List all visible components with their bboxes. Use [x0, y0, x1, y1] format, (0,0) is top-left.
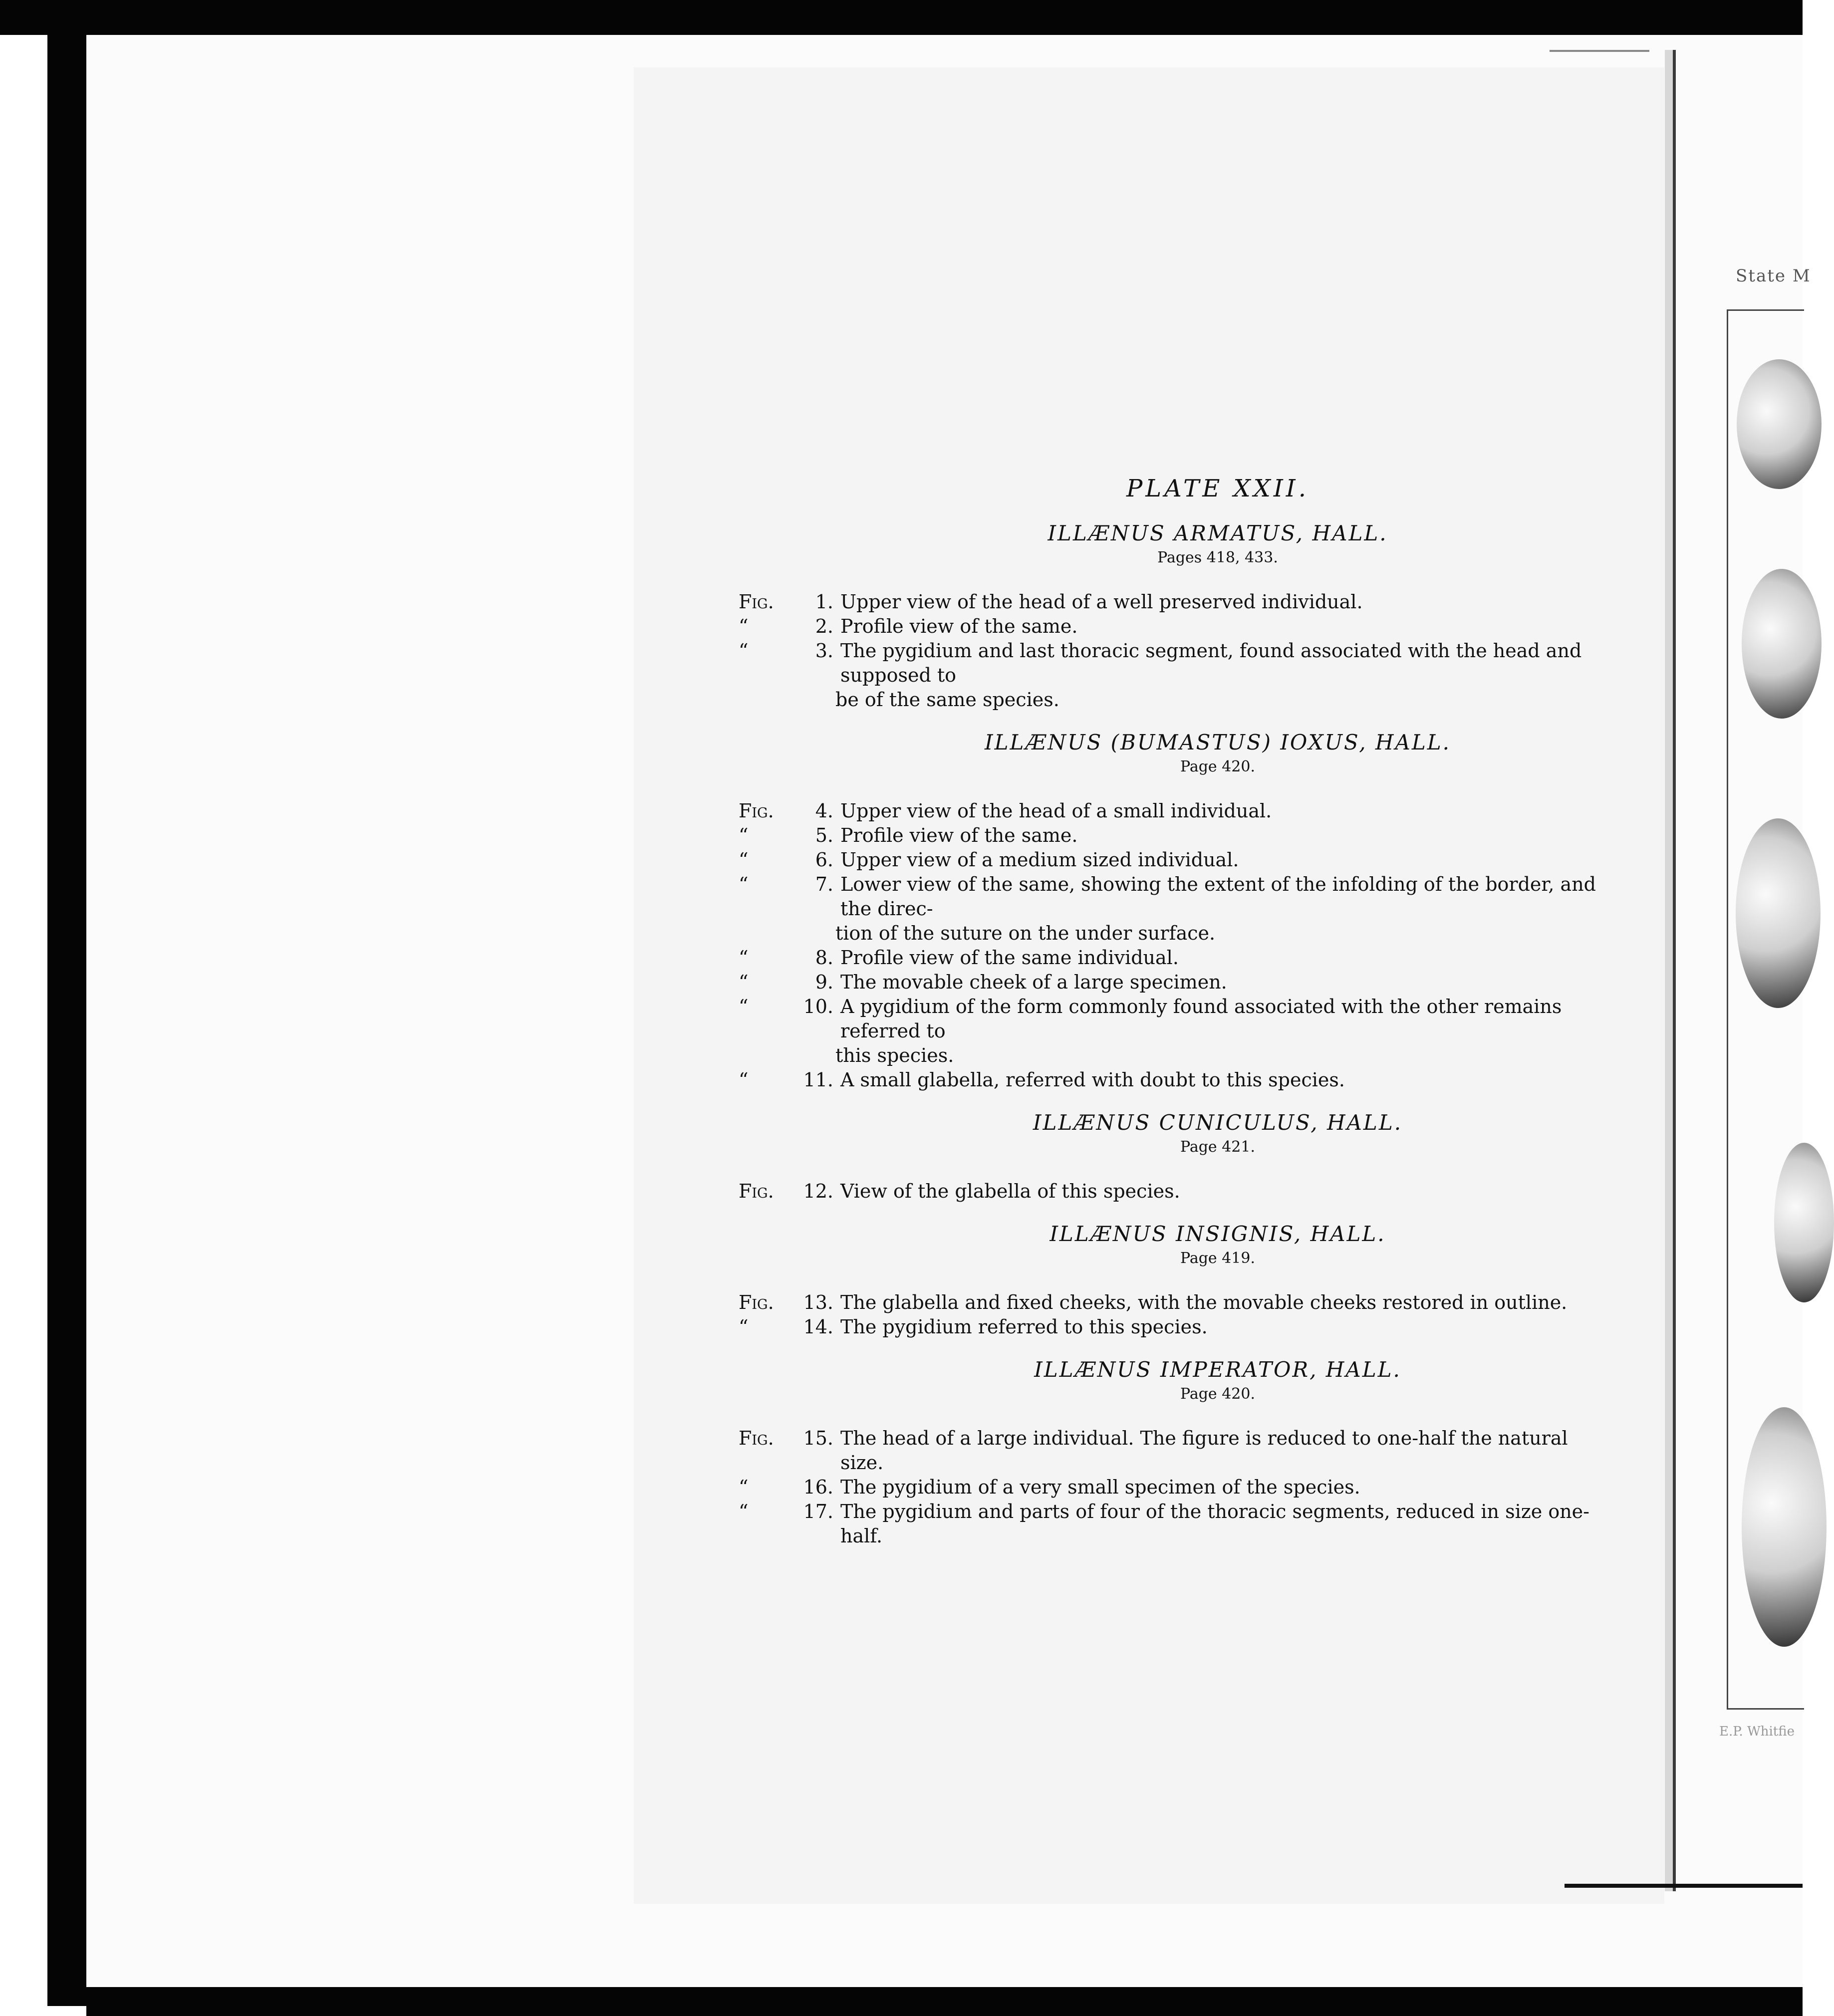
figure-entry [739, 946, 1597, 970]
plate-explanation [739, 477, 1597, 1566]
adjacent-page-header: State M [1736, 266, 1811, 286]
figure-description: Lower view of the same, showing the extent of the infolding of the border, and the direc- [840, 873, 1596, 920]
figure-number: 1. [815, 591, 833, 613]
figure-number: 11. [803, 1069, 833, 1091]
figure-number: 8. [815, 947, 833, 969]
figure-number: 13. [803, 1291, 833, 1313]
figure-entry [739, 799, 1597, 823]
fossil-illustration [1742, 569, 1822, 719]
plate-title: PLATE XXII. [1126, 475, 1310, 503]
figure-list [739, 1290, 1597, 1339]
figure-entry [739, 1315, 1597, 1339]
page-reference: Page 420. [1180, 758, 1255, 775]
figure-entry [739, 1475, 1597, 1500]
figure-prefix: Fig. [739, 1291, 774, 1313]
figure-number: 17. [803, 1501, 833, 1522]
figure-entry [739, 872, 1597, 921]
figure-description: The movable cheek of a large specimen. [840, 971, 1227, 993]
figure-number: 3. [815, 640, 833, 662]
figure-description: Profile view of the same. [840, 615, 1078, 637]
figure-description: The head of a large individual. The figure is reduced to one-half the natural size. [840, 1427, 1568, 1474]
figure-entry [739, 823, 1597, 848]
figure-description: The pygidium of a very small specimen of the species. [840, 1476, 1360, 1498]
fossil-illustration [1742, 1407, 1827, 1647]
figure-prefix: “ [739, 1069, 749, 1091]
figure-number: 6. [815, 849, 833, 871]
figure-entry [739, 1426, 1597, 1475]
species-sections [739, 521, 1597, 1548]
figure-description: The pygidium referred to this species. [840, 1316, 1208, 1338]
figure-description: View of the glabella of this species. [840, 1180, 1180, 1202]
figure-number: 5. [815, 824, 833, 846]
figure-prefix: Fig. [739, 591, 774, 613]
scan-border-bottom [86, 1987, 1803, 2016]
figure-number: 14. [803, 1316, 833, 1338]
figure-prefix: “ [739, 996, 749, 1017]
figure-entry [739, 1068, 1597, 1092]
figure-prefix: “ [739, 971, 749, 993]
figure-prefix: “ [739, 947, 749, 969]
scan-margin-left [0, 35, 47, 2006]
figure-description: A pygidium of the form commonly found associated with the other remains referred to [840, 996, 1562, 1042]
page-fold-line [1673, 50, 1676, 1891]
figure-entry [739, 639, 1597, 688]
figure-entry [739, 590, 1597, 614]
scan-border-top [0, 0, 1803, 35]
figure-entry [739, 614, 1597, 639]
figure-prefix: “ [739, 849, 749, 871]
species-heading: ILLÆNUS CUNICULUS, HALL. [1033, 1110, 1403, 1135]
figure-number: 16. [803, 1476, 833, 1498]
figure-description: Upper view of the head of a small individual. [840, 800, 1272, 822]
figure-list [739, 799, 1597, 1092]
figure-entry [739, 1290, 1597, 1315]
figure-entry [739, 970, 1597, 995]
figure-description: The pygidium and parts of four of the thoracic segments, reduced in size one-half. [840, 1501, 1589, 1547]
figure-number: 15. [803, 1427, 833, 1449]
figure-description: Profile view of the same. [840, 824, 1078, 846]
scan-border-left [47, 35, 86, 2006]
fold-shadow [1665, 50, 1673, 1891]
figure-number: 7. [815, 873, 833, 895]
figure-description: A small glabella, referred with doubt to this species. [840, 1069, 1345, 1091]
figure-description: The glabella and fixed cheeks, with the movable cheeks restored in outline. [840, 1291, 1568, 1313]
page-reference: Pages 418, 433. [1157, 549, 1278, 566]
figure-list [739, 1426, 1597, 1548]
species-heading: ILLÆNUS INSIGNIS, HALL. [1049, 1222, 1386, 1246]
figure-prefix: “ [739, 873, 749, 895]
figure-description-continued: be of the same species. [835, 689, 1059, 711]
figure-entry [739, 848, 1597, 872]
figure-number: 12. [803, 1180, 833, 1202]
figure-prefix: Fig. [739, 1427, 774, 1449]
species-heading: ILLÆNUS (BUMASTUS) IOXUS, HALL. [984, 730, 1451, 755]
fossil-illustration [1737, 359, 1822, 489]
page-reference: Page 419. [1180, 1250, 1255, 1267]
fossil-illustration [1774, 1143, 1834, 1302]
figure-description: The pygidium and last thoracic segment, found associated with the head and supposed to [840, 640, 1582, 686]
figure-prefix: “ [739, 1316, 749, 1338]
figure-prefix: Fig. [739, 1180, 774, 1202]
bottom-rule [1565, 1884, 1803, 1888]
species-heading: ILLÆNUS ARMATUS, HALL. [1048, 521, 1388, 545]
figure-list [739, 1179, 1597, 1204]
species-heading: ILLÆNUS IMPERATOR, HALL. [1034, 1357, 1401, 1382]
figure-number: 2. [815, 615, 833, 637]
figure-prefix: “ [739, 615, 749, 637]
figure-list [739, 590, 1597, 712]
figure-prefix: “ [739, 824, 749, 846]
figure-entry [739, 995, 1597, 1043]
figure-description: Upper view of a medium sized individual. [840, 849, 1239, 871]
figure-entry [739, 1179, 1597, 1204]
figure-description: Upper view of the head of a well preserved individual. [840, 591, 1363, 613]
figure-entry [739, 1500, 1597, 1548]
top-rule [1550, 50, 1649, 52]
figure-description-continued: tion of the suture on the under surface. [835, 922, 1216, 944]
figure-prefix: “ [739, 1501, 749, 1522]
page-reference: Page 420. [1180, 1385, 1255, 1403]
figure-prefix: “ [739, 1476, 749, 1498]
figure-number: 10. [803, 996, 833, 1017]
figure-description: Profile view of the same individual. [840, 947, 1179, 969]
adjacent-page-footer: E.P. Whitfie [1719, 1724, 1795, 1739]
figure-description-continued: this species. [835, 1044, 954, 1066]
figure-number: 4. [815, 800, 833, 822]
page-reference: Page 421. [1180, 1138, 1255, 1156]
fossil-illustration [1736, 818, 1821, 1008]
figure-prefix: Fig. [739, 800, 774, 822]
figure-prefix: “ [739, 640, 749, 662]
figure-number: 9. [815, 971, 833, 993]
